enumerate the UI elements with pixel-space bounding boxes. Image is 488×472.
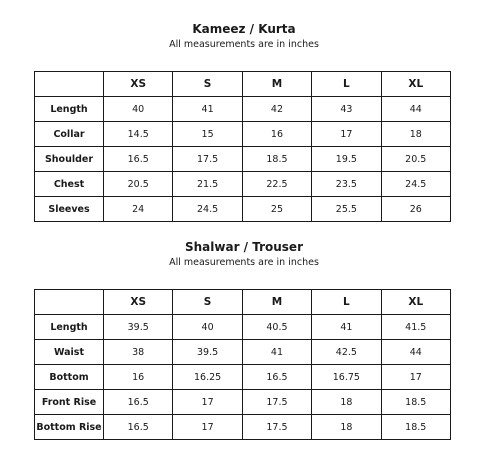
row-label: Chest — [35, 172, 104, 197]
header-cell-xl: XL — [381, 290, 450, 315]
row-label: Collar — [35, 122, 104, 147]
table-cell: 24 — [104, 197, 173, 222]
row-label: Sleeves — [35, 197, 104, 222]
table-cell: 41 — [173, 97, 242, 122]
table-row — [35, 315, 451, 340]
table-row — [35, 197, 451, 222]
shalwar-subtitle: All measurements are in inches — [169, 257, 319, 268]
row-label: Waist — [35, 340, 104, 365]
header-cell-empty — [35, 290, 104, 315]
table-cell: 16.5 — [104, 415, 173, 440]
row-label: Bottom — [35, 365, 104, 390]
table-cell: 21.5 — [173, 172, 242, 197]
table-cell: 16.5 — [104, 390, 173, 415]
table-cell: 16.25 — [173, 365, 242, 390]
table-cell: 40 — [104, 97, 173, 122]
table-cell: 38 — [104, 340, 173, 365]
table-cell: 20.5 — [104, 172, 173, 197]
table-cell: 41 — [242, 340, 311, 365]
table-cell: 18.5 — [242, 147, 311, 172]
table-cell: 24.5 — [173, 197, 242, 222]
header-cell-l: L — [312, 290, 381, 315]
header-cell-m: M — [242, 72, 311, 97]
table-cell: 16 — [104, 365, 173, 390]
shalwar-title: Shalwar / Trouser — [184, 240, 303, 254]
header-cell-m: M — [242, 290, 311, 315]
table-cell: 41 — [312, 315, 381, 340]
table-cell: 26 — [381, 197, 450, 222]
table-header-row — [35, 290, 451, 315]
table-cell: 25.5 — [312, 197, 381, 222]
kameez-title: Kameez / Kurta — [192, 22, 296, 36]
row-label: Length — [35, 97, 104, 122]
table-cell: 15 — [173, 122, 242, 147]
table-cell: 24.5 — [381, 172, 450, 197]
kameez-size-table — [34, 71, 451, 222]
table-cell: 44 — [381, 340, 450, 365]
table-cell: 25 — [242, 197, 311, 222]
table-cell: 17 — [381, 365, 450, 390]
table-cell: 16.75 — [312, 365, 381, 390]
header-cell-empty — [35, 72, 104, 97]
table-cell: 20.5 — [381, 147, 450, 172]
table-row — [35, 365, 451, 390]
table-cell: 19.5 — [312, 147, 381, 172]
table-row — [35, 415, 451, 440]
table-cell: 43 — [312, 97, 381, 122]
shalwar-size-table — [34, 289, 451, 440]
table-cell: 17 — [312, 122, 381, 147]
table-cell: 16.5 — [242, 365, 311, 390]
table-cell: 18 — [312, 415, 381, 440]
table-row — [35, 147, 451, 172]
table-cell: 39.5 — [173, 340, 242, 365]
table-cell: 18.5 — [381, 415, 450, 440]
table-cell: 42.5 — [312, 340, 381, 365]
table-row — [35, 390, 451, 415]
table-cell: 22.5 — [242, 172, 311, 197]
header-cell-s: S — [173, 72, 242, 97]
header-cell-xl: XL — [381, 72, 450, 97]
table-cell: 17.5 — [173, 147, 242, 172]
table-cell: 40 — [173, 315, 242, 340]
table-cell: 14.5 — [104, 122, 173, 147]
header-cell-s: S — [173, 290, 242, 315]
table-cell: 18.5 — [381, 390, 450, 415]
kameez-section — [0, 22, 488, 51]
table-row — [35, 97, 451, 122]
kameez-subtitle: All measurements are in inches — [169, 39, 319, 50]
header-cell-xs: XS — [104, 72, 173, 97]
table-cell: 17.5 — [242, 415, 311, 440]
table-row — [35, 340, 451, 365]
table-cell: 18 — [312, 390, 381, 415]
header-cell-l: L — [312, 72, 381, 97]
table-cell: 44 — [381, 97, 450, 122]
table-cell: 42 — [242, 97, 311, 122]
row-label: Bottom Rise — [35, 415, 104, 440]
table-cell: 23.5 — [312, 172, 381, 197]
row-label: Length — [35, 315, 104, 340]
row-label: Front Rise — [35, 390, 104, 415]
table-cell: 16.5 — [104, 147, 173, 172]
header-cell-xs: XS — [104, 290, 173, 315]
table-cell: 41.5 — [381, 315, 450, 340]
row-label: Shoulder — [35, 147, 104, 172]
table-cell: 17 — [173, 415, 242, 440]
table-cell: 40.5 — [242, 315, 311, 340]
table-row — [35, 122, 451, 147]
table-header-row — [35, 72, 451, 97]
table-cell: 17.5 — [242, 390, 311, 415]
table-row — [35, 172, 451, 197]
table-cell: 39.5 — [104, 315, 173, 340]
table-cell: 18 — [381, 122, 450, 147]
shalwar-section — [0, 240, 488, 269]
table-cell: 17 — [173, 390, 242, 415]
table-cell: 16 — [242, 122, 311, 147]
